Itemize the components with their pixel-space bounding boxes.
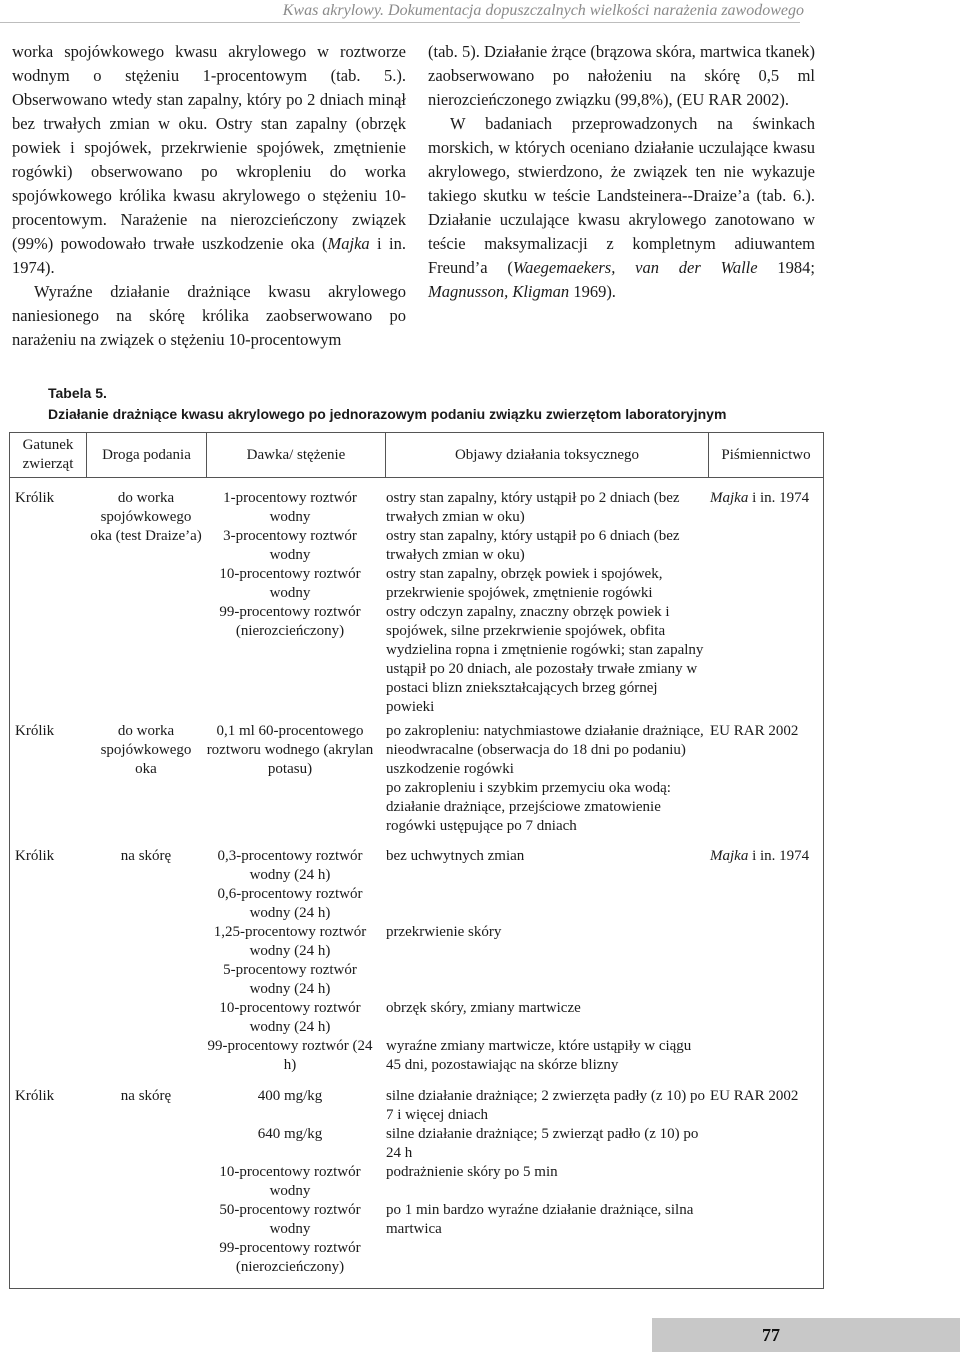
cell-route: na skórę <box>120 1088 172 1104</box>
cell-route: do worka spojówkowego oka (test Draize’a) <box>90 490 202 544</box>
right-paragraph-1: (tab. 5). Działanie żrące (brązowa skóra, martwica tkanek) zaobserwowano po nałożeniu na skórę 0,5 ml nierozcieńczonego związku (99,8%), (EU RAR 2002). <box>428 42 815 109</box>
cell-reference: Majka i in. 1974 <box>710 848 810 864</box>
header-species: Gatunek zwierząt <box>22 437 74 472</box>
header-effects: Objawy działania toksycznego <box>454 446 640 463</box>
cell-reference: EU RAR 2002 <box>710 723 799 739</box>
cell-route: do worka spojówkowego oka <box>100 723 192 777</box>
cell-effects: silne działanie drażniące; 2 zwierzęta padły (z 10) po 7 i więcej dniach silne działanie drażniące; 5 zwierząt padło (z 10) po 24 h podrażnienie skóry po 5 min po 1 min bardzo wyraźne działanie drażniące, silna martwica <box>386 1088 706 1237</box>
cell-reference: Majka i in. 1974 <box>710 490 810 506</box>
cell-effects: po zakropleniu: natychmiastowe działanie drażniące, nieodwracalne (obserwacja do 18 dni po podaniu) uszkodzenie rogówki po zakropleniu i szybkim przemyciu oka wodą: działanie drażniące, przejściowe zmatowienie rogówki ustępujące po 7 dniach <box>386 723 704 834</box>
body-column-left <box>12 40 406 352</box>
left-paragraph-2: Wyraźne działanie drażniące kwasu akrylowego naniesionego na skórę królika zaobserwowano po narażeniu na związek o stężeniu 10-procentowym <box>12 282 406 349</box>
citation-magnusson: Magnusson, Kligman <box>428 282 570 301</box>
citation-majka: Majka <box>327 234 370 253</box>
cell-species: Królik <box>15 723 55 739</box>
cell-dose: 1-procentowy roztwór wodny 3-procentowy roztwór wodny 10-procentowy roztwór wodny 99-procentowy roztwór (nierozcieńczony) <box>219 490 361 639</box>
cell-route: na skórę <box>120 848 172 864</box>
table-label: Tabela 5. <box>48 385 107 401</box>
cell-dose: 400 mg/kg 640 mg/kg 10-procentowy roztwór wodny 50-procentowy roztwór wodny 99-procentowy roztwór (nierozcieńczony) <box>219 1088 361 1275</box>
left-paragraph-1: worka spojówkowego kwasu akrylowego w roztworze wodnym o stężeniu 1-procentowym (tab. 5.). Obserwowano wtedy stan zapalny, który po 2 dniach minął bez trwałych zmian w oku. Ostry stan zapalny (obrzęk powiek i spojówek, przekrwienie spojówek, zmętnienie rogówki) obserwowano po wkropleniu do worka spojówkowego królika kwasu akrylowego o stężeniu 10-procentowym. Narażenie na nierozcieńczony związek (99%) powodowało trwałe uszkodzenie oka (Majka i in. 1974). <box>12 42 406 277</box>
cell-species: Królik <box>15 1088 55 1104</box>
running-header: Kwas akrylowy. Dokumentacja dopuszczalnych wielkości narażenia zawodowego <box>282 2 804 19</box>
page-number-box <box>652 1318 960 1352</box>
page-number: 77 <box>762 1325 780 1345</box>
body-column-right <box>428 40 815 304</box>
citation-waegemaekers: Waegemaekers, van der Walle <box>512 258 758 277</box>
toxicity-table <box>9 432 824 1289</box>
header-route: Droga podania <box>102 446 191 463</box>
table-header-row <box>10 433 823 478</box>
header-rule <box>0 22 800 23</box>
cell-effects: bez uchwytnych zmian przekrwienie skóry obrzęk skóry, zmiany martwicze wyraźne zmiany martwicze, które ustąpiły w ciągu 45 dni, pozostawiając na skórze blizny <box>386 848 692 1073</box>
cell-dose: 0,1 ml 60-procentowego roztworu wodnego (akrylan potasu) <box>206 723 374 777</box>
right-paragraph-2: W badaniach przeprowadzonych na świnkach morskich, w których oceniano działanie uczulające kwasu akrylowego, stwierdzono, że związek ten nie wykazuje takiego skutku w teście Landsteinera--Draize’a (tab. 6.). Działanie uczulające kwasu akrylowego zanotowano w teście maksymalizacji z kompletnym adiuwantem Freund’a (Waegemaekers, van der Walle 1984; Magnusson, Kligman 1969). <box>428 114 815 301</box>
table-caption: Działanie drażniące kwasu akrylowego po jednorazowym podaniu związku zwierzętom laboratoryjnym <box>48 406 727 422</box>
cell-dose: 0,3-procentowy roztwór wodny (24 h) 0,6-procentowy roztwór wodny (24 h) 1,25-procentowy roztwór wodny (24 h) 5-procentowy roztwór wodny (24 h) 10-procentowy roztwór wodny (24 h) 99-procentowy roztwór (24 h) <box>207 848 373 1073</box>
header-refs: Piśmiennictwo <box>721 446 811 463</box>
header-dose: Dawka/ stężenie <box>246 446 346 463</box>
cell-effects: ostry stan zapalny, który ustąpił po 2 dniach (bez trwałych zmian w oku) ostry stan zapalny, który ustąpił po 6 dniach (bez trwałych zmian w oku) ostry stan zapalny, obrzęk powiek i spojówek, przekrwienie spojówek, zmętnienie rogówki ostry odczyn zapalny, znaczny obrzęk powiek i spojówek, silne przekrwienie spojówek, obfita wydzielina ropna i zmętnienie rogówki; stan zapalny ustąpił po 20 dniach, ale pozostały trwałe zmiany w postaci blizn zniekształcających brzeg górnej powieki <box>386 490 704 715</box>
cell-reference: EU RAR 2002 <box>710 1088 799 1104</box>
cell-species: Królik <box>15 848 55 864</box>
cell-species: Królik <box>15 490 55 506</box>
